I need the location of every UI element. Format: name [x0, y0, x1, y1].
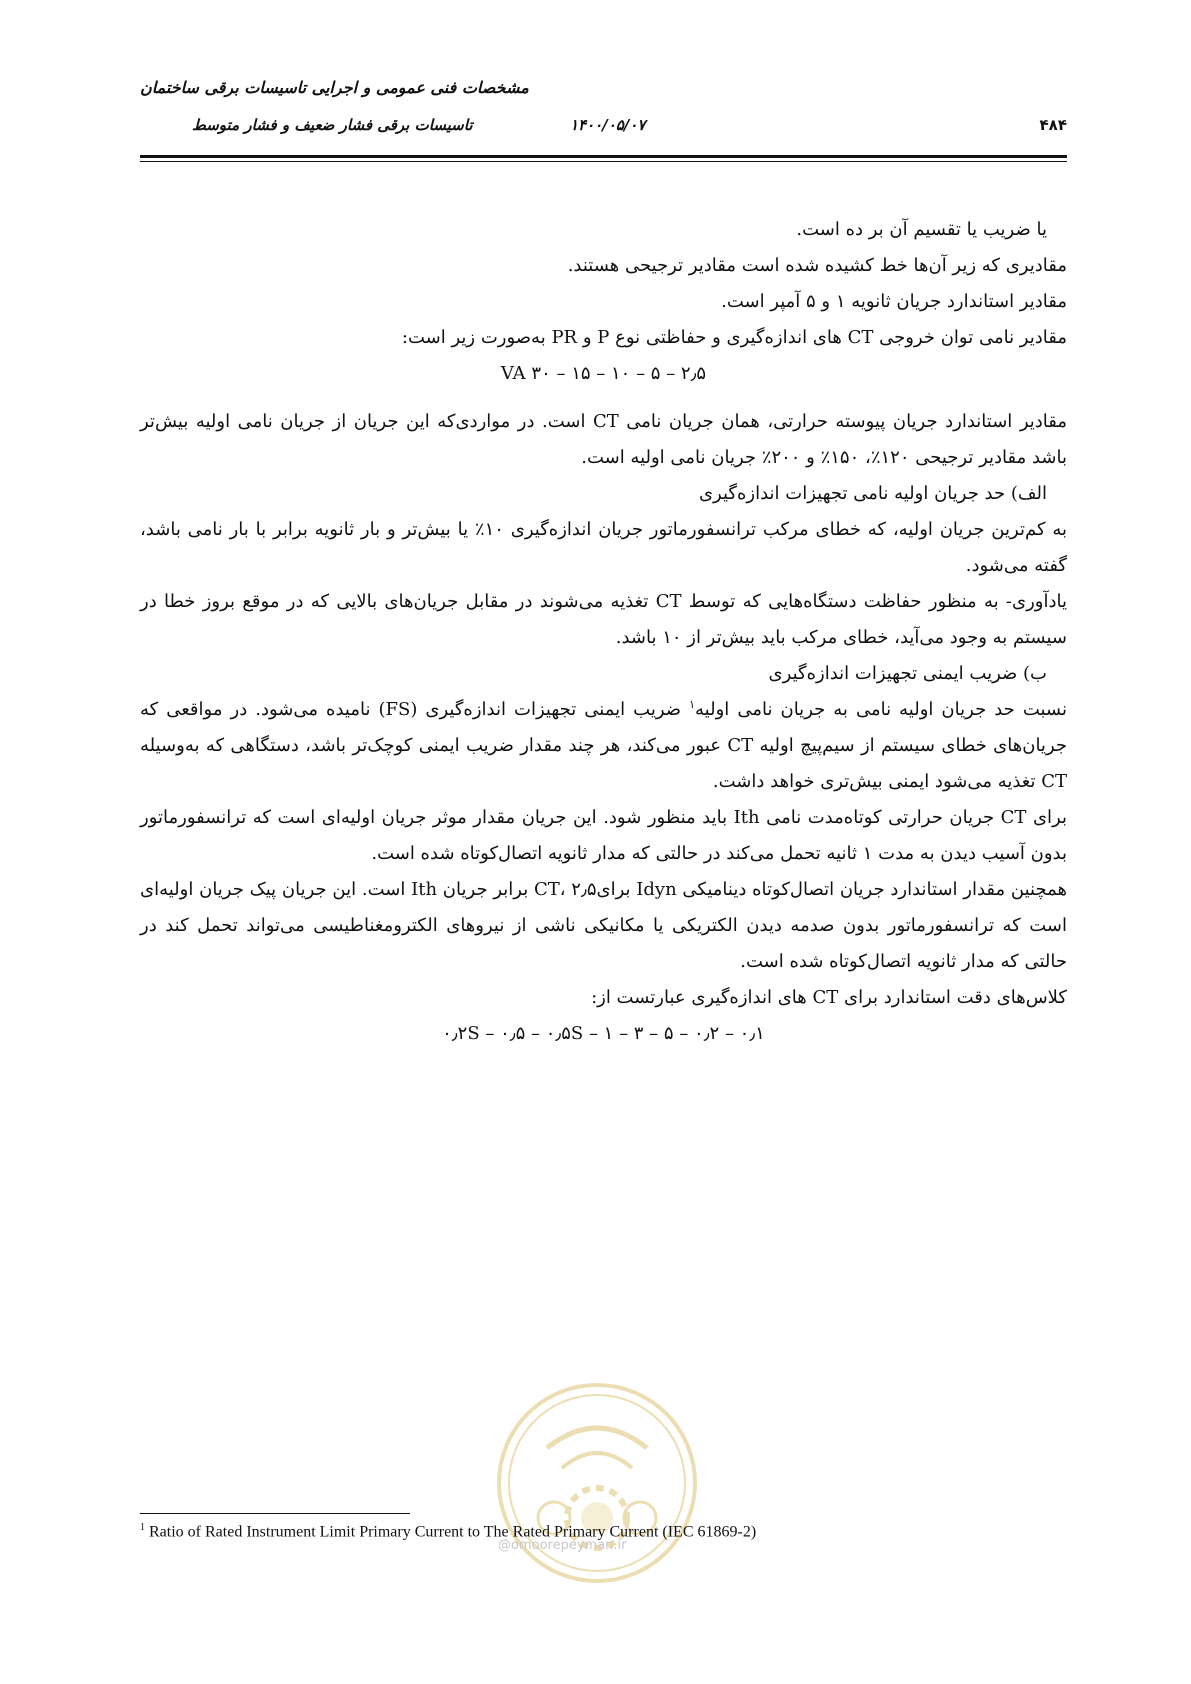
- paragraph: به کم‌ترین جریان اولیه، که خطای مرکب ترانسفورماتور جریان اندازه‌گیری ۱۰٪ یا بیش‌تر و بار ثانویه برابر با بار نامی باشد، گفته می‌شود.: [140, 519, 1067, 576]
- paragraph: همچنین مقدار استاندارد جریان اتصال‌کوتاه دینامیکی Idyn برایCT، ۲٫۵ برابر جریان Ith است. این جریان پیک جریان اولیه‌ای است که ترانسفورماتور بدون صدمه دیدن الکتریکی یا مکانیکی ناشی از نیروهای الکترومغناطیسی می‌تواند تحمل کند در حالتی که مدار ثانویه اتصال‌کوتاه شده است.: [140, 879, 1067, 972]
- paragraph: کلاس‌های دقت استاندارد برای CT های اندازه‌گیری عبارتست از:: [591, 987, 1067, 1008]
- document-body: [140, 212, 1067, 1052]
- spacer: [140, 392, 1067, 404]
- header-rule-thick: [140, 155, 1067, 158]
- footnote-rule: [140, 1513, 410, 1514]
- footnote-number: 1: [140, 1522, 145, 1533]
- paragraph: مقادیری که زیر آن‌ها خط کشیده شده است مقادیر ترجیحی هستند.: [567, 255, 1067, 276]
- paragraph: مقادیر نامی توان خروجی CT های اندازه‌گیری و حفاظتی نوع P و PR به‌صورت زیر است:: [401, 327, 1067, 348]
- paragraph-part: ضریب ایمنی تجهیزات اندازه‌گیری (FS) نامیده می‌شود. در مواقعی که جریان‌های خطای سیستم از سیم‌پیچ اولیه CT عبور می‌کند، هر چند مقدار ضریب ایمنی کوچک‌تر باشد، دستگاهی که به‌وسیله CT تغذیه می‌شود ایمنی بیش‌تری خواهد داشت.: [140, 699, 1068, 792]
- paragraph: مقادیر استاندارد جریان پیوسته حرارتی، همان جریان نامی CT است. در مواردی‌که این جریان از جریان نامی اولیه بیش‌تر باشد مقادیر ترجیحی ۱۲۰٪، ۱۵۰٪ و ۲۰۰٪ جریان نامی اولیه است.: [140, 411, 1068, 468]
- watermark-logo: [492, 1378, 702, 1588]
- header-subtitle: تاسیسات برقی فشار ضعیف و فشار متوسط: [192, 116, 473, 134]
- paragraph: [140, 692, 1067, 800]
- watermark-seal-icon: [492, 1378, 702, 1588]
- paragraph: مقادیر استاندارد جریان ثانویه ۱ و ۵ آمپر است.: [721, 291, 1067, 312]
- section-heading-be: ب) ضریب ایمنی تجهیزات اندازه‌گیری: [768, 663, 1047, 684]
- va-series: ۲٫۵ – ۵ – ۱۰ – ۱۵ – ۳۰ VA: [500, 363, 707, 384]
- watermark-url: @omoorepeyman.ir: [498, 1538, 627, 1553]
- note-paragraph: یادآوری- به منظور حفاظت دستگاه‌هایی که توسط CT تغذیه می‌شوند در مقابل جریان‌های بالایی که در موقع بروز خطا در سیستم به وجود می‌آید، خطای مرکب باید بیش‌تر از ۱۰ باشد.: [140, 591, 1067, 648]
- paragraph-part: نسبت حد جریان اولیه نامی به جریان نامی اولیه: [695, 699, 1067, 720]
- header-title: مشخصات فنی عمومی و اجرایی تاسیسات برقی ساختمان: [140, 78, 529, 97]
- paragraph: یا ضریب یا تقسیم آن بر ده است.: [796, 219, 1047, 240]
- section-heading-alef: الف) حد جریان اولیه نامی تجهیزات اندازه‌گیری: [698, 483, 1047, 504]
- footnote: [140, 1522, 756, 1541]
- footnote-marker: ۱: [689, 698, 696, 711]
- header-date: ۱۴۰۰/۰۵/۰۷: [570, 116, 646, 134]
- footnote-text: Ratio of Rated Instrument Limit Primary Current to The Rated Primary Current (IEC 61869-2): [149, 1523, 757, 1541]
- page-number: ۴۸۴: [1039, 116, 1067, 134]
- header-rule-thin: [140, 161, 1067, 162]
- paragraph: برای CT جریان حرارتی کوتاه‌مدت نامی Ith باید منظور شود. این جریان مقدار موثر جریان اولیه‌ای است که ترانسفورماتور بدون آسیب دیدن به مدت ۱ ثانیه تحمل می‌کند در حالتی که مدار ثانویه اتصال‌کوتاه شده است.: [140, 807, 1067, 864]
- accuracy-class-series: ۰٫۱ – ۰٫۲ – ۰٫۲S – ۰٫۵ – ۰٫۵S – ۱ – ۳ – ۵: [442, 1023, 765, 1044]
